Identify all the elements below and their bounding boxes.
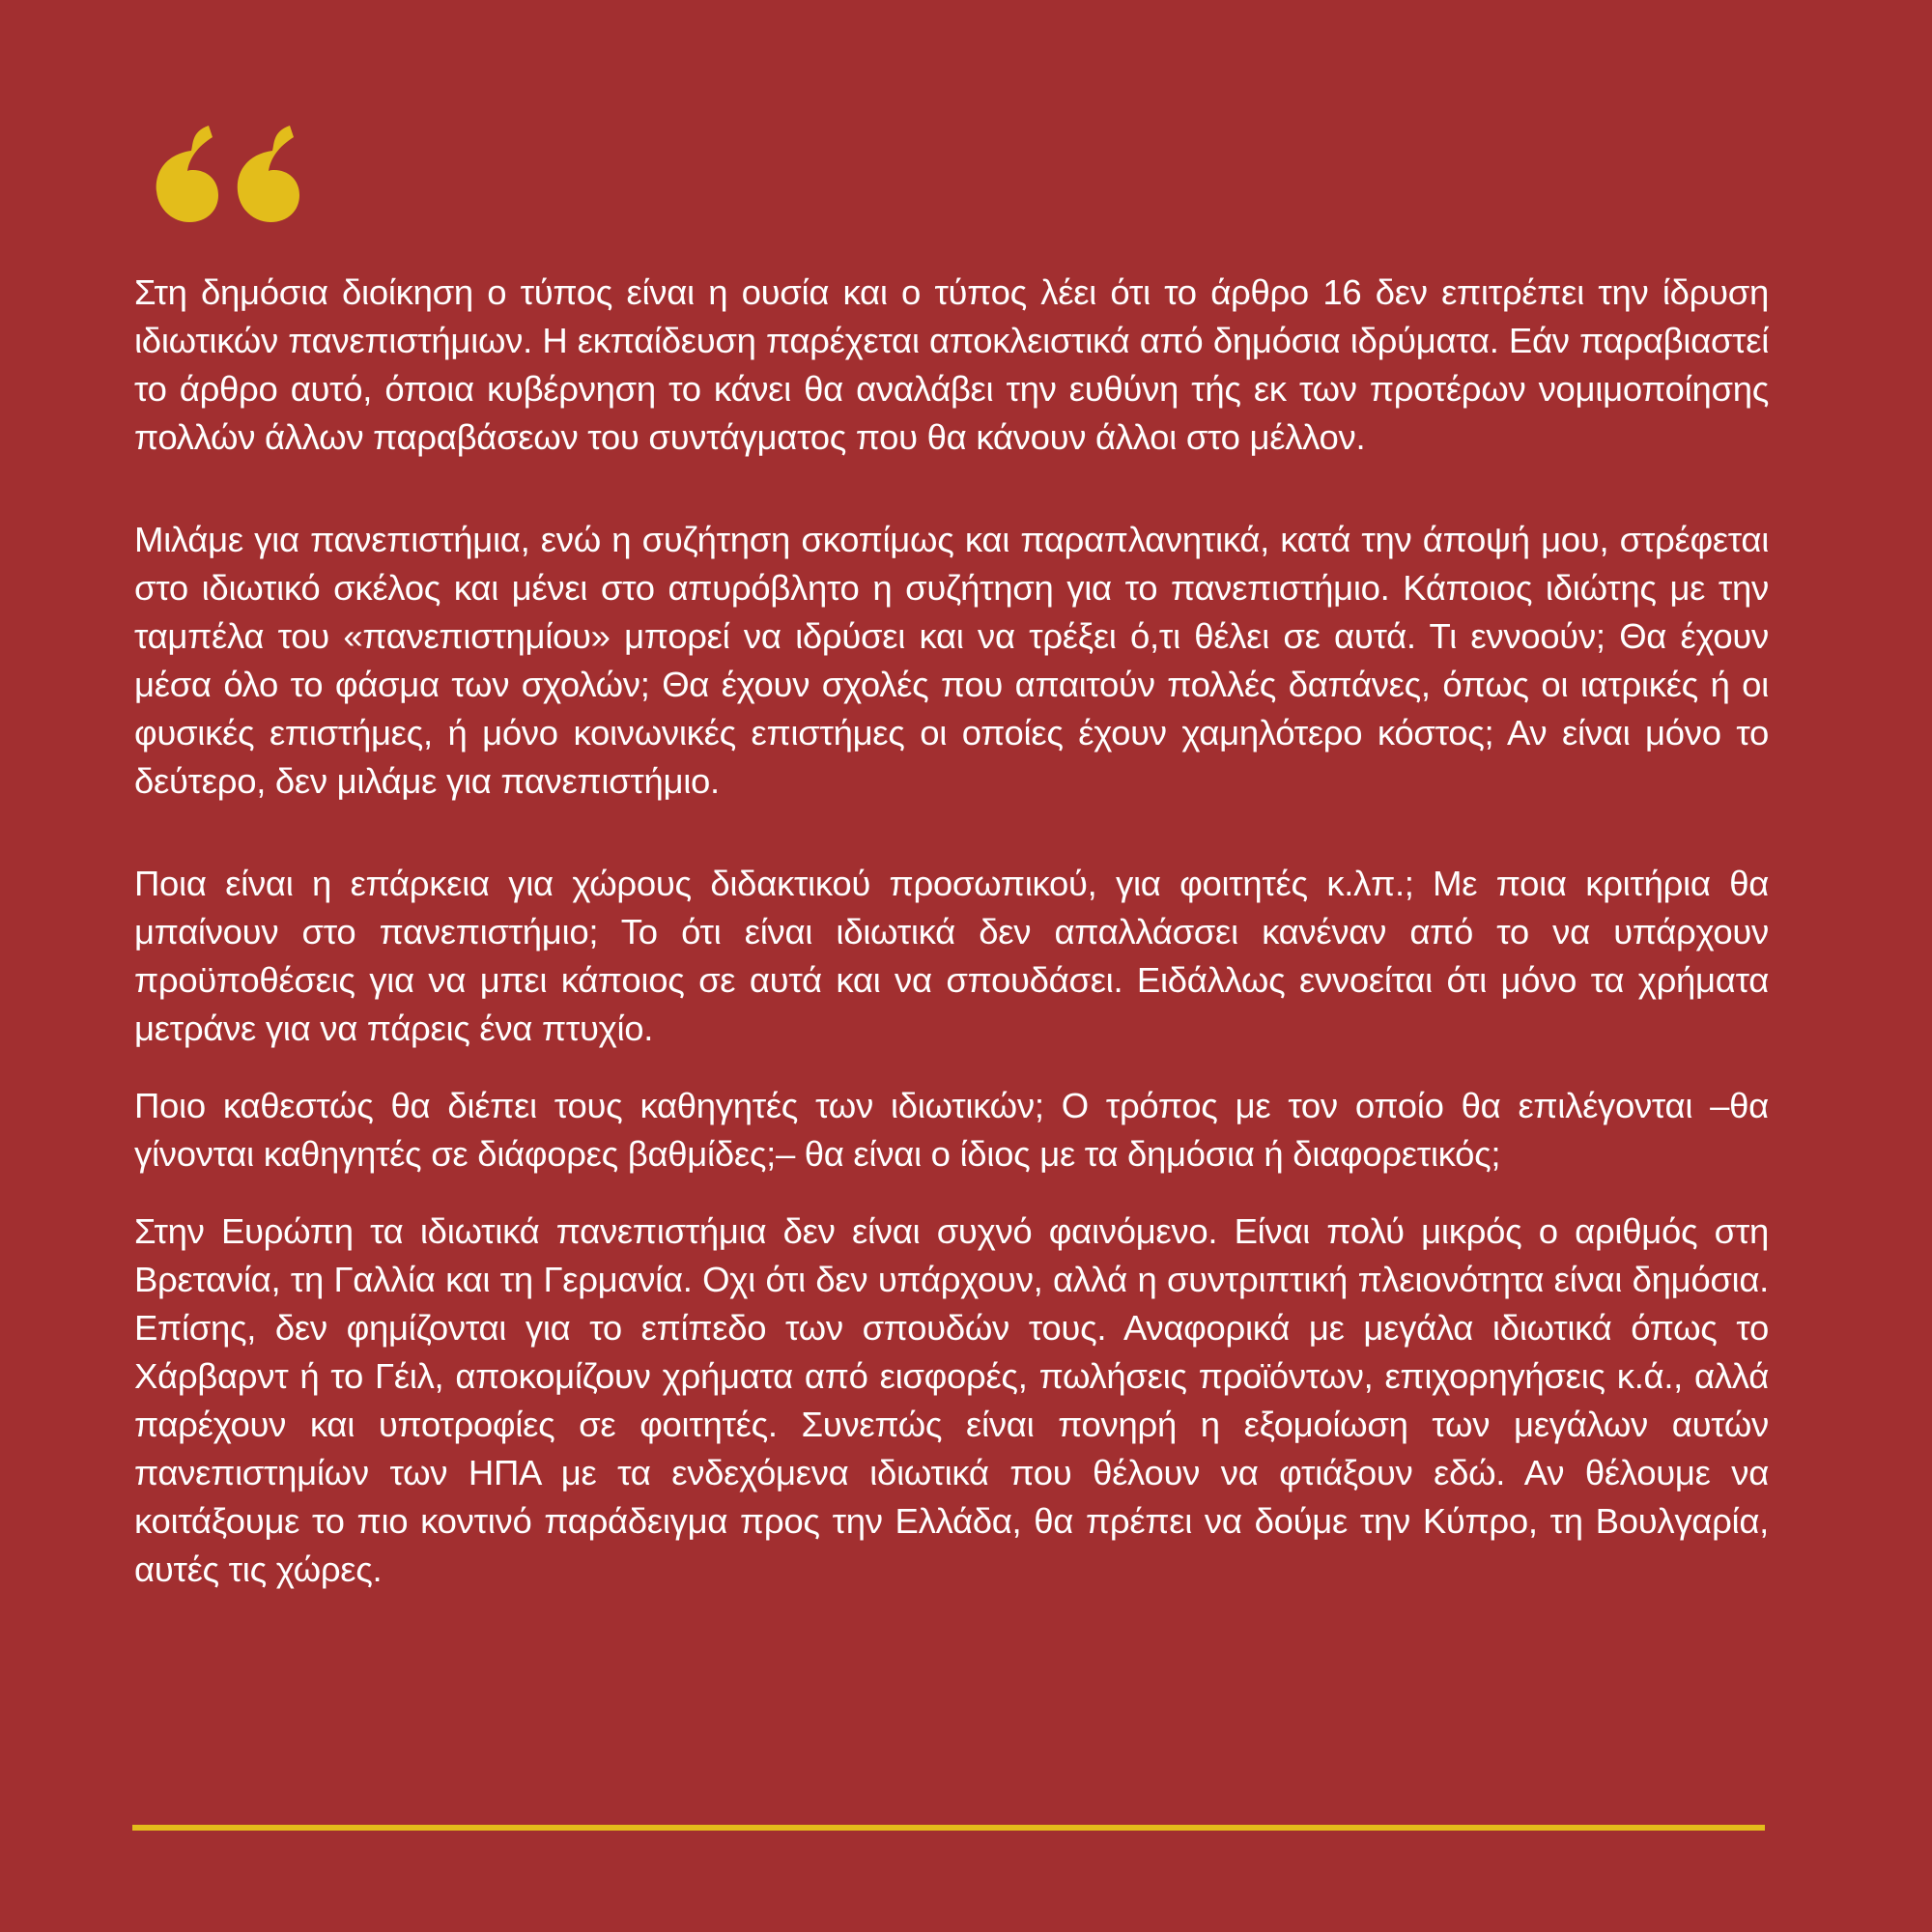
- paragraph-3: Ποια είναι η επάρκεια για χώρους διδακτικού προσωπικού, για φοιτητές κ.λπ.; Με ποια κριτήρια θα μπαίνουν στο πανεπιστήμιο; Το ότι είναι ιδιωτικά δεν απαλλάσσει κανέναν από το να υπάρχουν προϋποθέσεις για να μπει κάποιος σε αυτά και να σπουδάσει. Ειδάλλως εννοείται ότι μόνο τα χρήματα μετράνε για να πάρεις ένα πτυχίο.: [134, 864, 1769, 1048]
- article-body: [134, 269, 1769, 1594]
- paragraph-5: Στην Ευρώπη τα ιδιωτικά πανεπιστήμια δεν είναι συχνό φαινόμενο. Είναι πολύ μικρός ο αριθμός στη Βρετανία, τη Γαλλία και τη Γερμανία. Οχι ότι δεν υπάρχουν, αλλά η συντριπτική πλειονότητα είναι δημόσια. Επίσης, δεν φημίζονται για το επίπεδο των σπουδών τους. Αναφορικά με μεγάλα ιδιωτικά όπως το Χάρβαρντ ή το Γέιλ, αποκομίζουν χρήματα από εισφορές, πωλήσεις προϊόντων, επιχορηγήσεις κ.ά., αλλά παρέχουν και υποτροφίες σε φοιτητές. Συνεπώς είναι πονηρή η εξομοίωση των μεγάλων αυτών πανεπιστημίων των ΗΠΑ με τα ενδεχόμενα ιδιωτικά που θέλουν να φτιάξουν εδώ. Αν θέλουμε να κοιτάξουμε το πιο κοντινό παράδειγμα προς την Ελλάδα, θα πρέπει να δούμε την Κύπρο, τη Βουλγαρία, αυτές τις χώρες.: [134, 1211, 1769, 1589]
- bottom-divider: [132, 1825, 1765, 1831]
- paragraph-1: Στη δημόσια διοίκηση ο τύπος είναι η ουσία και ο τύπος λέει ότι το άρθρο 16 δεν επιτρέπει την ίδρυση ιδιωτικών πανεπιστήμιων. Η εκπαίδευση παρέχεται αποκλειστικά από δημόσια ιδρύματα. Εάν παραβιαστεί το άρθρο αυτό, όποια κυβέρνηση το κάνει θα αναλάβει την ευθύνη τής εκ των προτέρων νομιμοποίησης πολλών άλλων παραβάσεων του συντάγματος που θα κάνουν άλλοι στο μέλλον.: [134, 272, 1769, 457]
- paragraph-2: Μιλάμε για πανεπιστήμια, ενώ η συζήτηση σκοπίμως και παραπλανητικά, κατά την άποψή μου, στρέφεται στο ιδιωτικό σκέλος και μένει στο απυρόβλητο η συζήτηση για το πανεπιστήμιο. Κάποιος ιδιώτης με την ταμπέλα του «πανεπιστημίου» μπορεί να ιδρύσει και να τρέξει ό,τι θέλει σε αυτά. Τι εννοούν; Θα έχουν μέσα όλο το φάσμα των σχολών; Θα έχουν σχολές που απαιτούν πολλές δαπάνες, όπως οι ιατρικές ή οι φυσικές επιστήμες, ή μόνο κοινωνικές επιστήμες οι οποίες έχουν χαμηλότερο κόστος; Αν είναι μόνο το δεύτερο, δεν μιλάμε για πανεπιστήμιο.: [134, 520, 1769, 801]
- paragraph-4: Ποιο καθεστώς θα διέπει τους καθηγητές των ιδιωτικών; Ο τρόπος με τον οποίο θα επιλέγονται –θα γίνονται καθηγητές σε διάφορες βαθμίδες;– θα είναι ο ίδιος με τα δημόσια ή διαφορετικός;: [134, 1086, 1769, 1174]
- quotation-mark-icon: [153, 116, 307, 224]
